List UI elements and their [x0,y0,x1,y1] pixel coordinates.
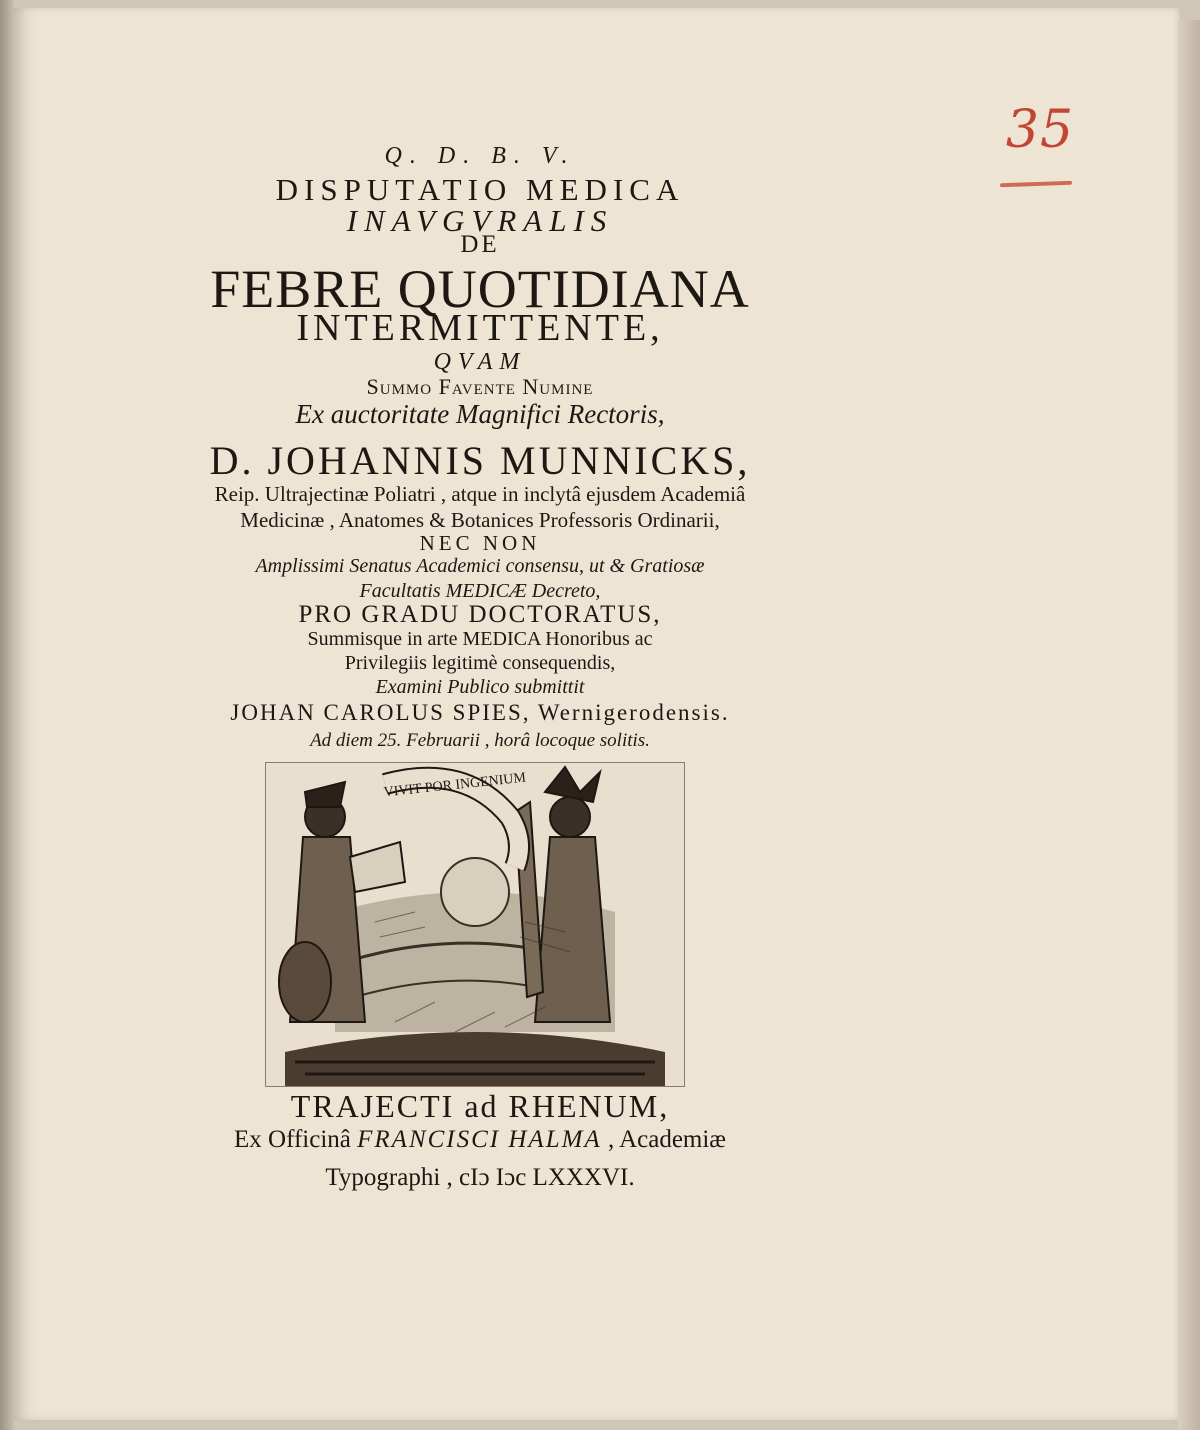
inauguralis-line: INAVGVRALIS [346,203,614,238]
amplissimi-line: Amplissimi Senatus Academici consensu, ut & Gratiosæ [255,555,705,577]
pro-gradu-line: PRO GRADU DOCTORATUS, [298,601,662,628]
examini-line: Examini Publico submittit [375,676,585,698]
book-gutter [0,0,14,1430]
officina-suffix: , Academiæ [607,1126,726,1153]
privilegiis-line: Privilegiis legitimè consequendis, [344,652,616,674]
rector-name: D. JOHANNIS MUNNICKS, [209,438,751,483]
officina-prefix: Ex Officinâ [234,1126,351,1153]
summisque-line: Summisque in arte MEDICA Honoribus ac [307,628,653,650]
subtitle: INTERMITTENTE, [296,307,664,349]
printer-name: FRANCISCI HALMA [357,1126,602,1153]
date-line: Ad diem 25. Februarii , horâ locoque solitis. [310,730,650,751]
main-title: FEBRE QUOTIDIANA [210,259,750,319]
disputatio-line: DISPUTATIO MEDICA [275,172,685,207]
author-line: JOHAN CAROLUS SPIES, Wernigerodensis. [230,700,730,725]
page-number: 35 [1005,100,1075,160]
de-line: DE [460,231,500,258]
imprint-officina [130,1126,830,1154]
summo-line: Summo Favente Numine [366,374,594,399]
printer-device-woodcut [265,762,685,1087]
reip-line: Reip. Ultrajectinæ Poliatri , atque in inclytâ ejusdem Academiâ [214,482,746,506]
auctoritate-line: Ex auctoritate Magnifici Rectoris, [295,399,665,429]
medicinae-line: Medicinæ , Anatomes & Botanices Professoris Ordinarii, [240,508,720,532]
nec-non-line: NEC NON [419,531,541,555]
imprint-year: Typographi , cIɔ Iɔc LXXXVI. [325,1164,635,1191]
imprint-city: TRAJECTI ad RHENUM, [290,1088,670,1124]
page-edge [1178,20,1200,1430]
facultatis-line: Facultatis MEDICÆ Decreto, [359,580,601,602]
quam-line: QVAM [433,349,527,375]
qdbv-line: Q. D. B. V. [384,143,576,169]
woodcut-motto: VIVIT POR INGENIUM [383,770,527,801]
